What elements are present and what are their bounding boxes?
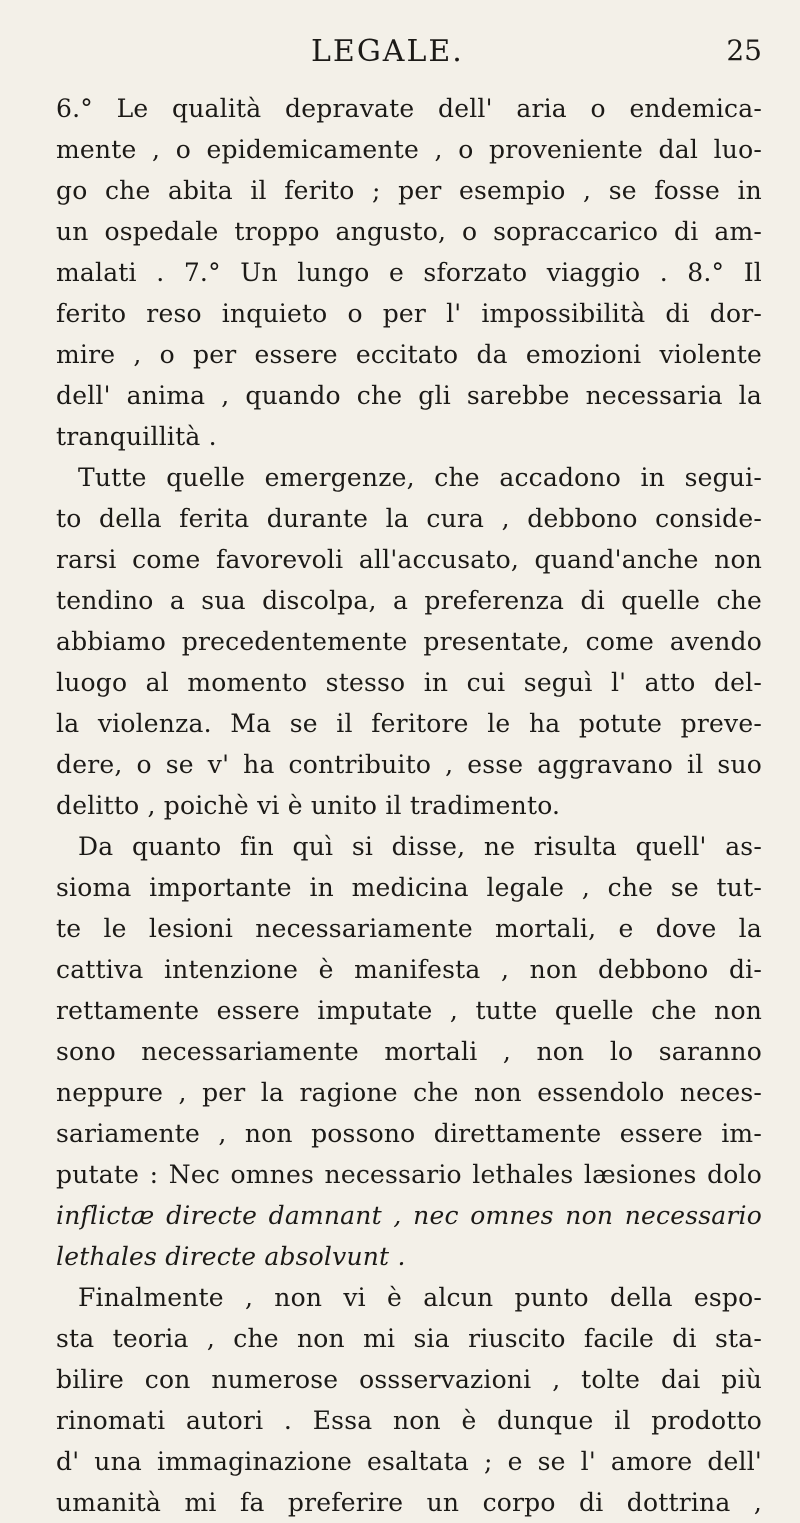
text-line: to della ferita durante la cura , debbono conside-	[56, 504, 762, 533]
text-line: malati . 7.° Un lungo e sforzato viaggio . 8.° Il	[56, 258, 762, 287]
text-line: lethales directe absolvunt .	[56, 1242, 406, 1271]
text-line: tendino a sua discolpa, a preferenza di quelle che	[56, 586, 762, 615]
page-header	[56, 34, 762, 74]
text-line: Finalmente , non vi è alcun punto della espo-	[78, 1283, 762, 1312]
text-line: mente , o epidemicamente , o proveniente dal luo-	[56, 135, 762, 164]
text-line: bilire con numerose ossservazioni , tolte dai più	[56, 1365, 762, 1394]
text-line: rettamente essere imputate , tutte quelle che non	[56, 996, 762, 1025]
text-line: umanità mi fa preferire un corpo di dottrina ,	[56, 1488, 762, 1517]
text-line: mire , o per essere eccitato da emozioni violente	[56, 340, 762, 369]
text-line: luogo al momento stesso in cui seguì l' atto del-	[56, 668, 762, 697]
text-line: 6.° Le qualità depravate dell' aria o endemica-	[56, 94, 762, 123]
text-line: dell' anima , quando che gli sarebbe necessaria la	[56, 381, 762, 410]
text-line: go che abita il ferito ; per esempio , se fosse in	[56, 176, 762, 205]
text-line: sariamente , non possono direttamente essere im-	[56, 1119, 762, 1148]
text-line: te le lesioni necessariamente mortali, e dove la	[56, 914, 762, 943]
text-line: ferito reso inquieto o per l' impossibilità di dor-	[56, 299, 762, 328]
text-line: sioma importante in medicina legale , che se tut-	[56, 873, 762, 902]
text-line: sta teoria , che non mi sia riuscito facile di sta-	[56, 1324, 762, 1353]
text-line: tranquillità .	[56, 422, 217, 451]
text-line: un ospedale troppo angusto, o sopraccarico di am-	[56, 217, 762, 246]
text-line: Tutte quelle emergenze, che accadono in segui-	[78, 463, 762, 492]
text-line: delitto , poichè vi è unito il tradimento.	[56, 791, 561, 820]
text-line: putate : Nec omnes necessario lethales læsiones dolo	[56, 1160, 762, 1189]
text-line: sono necessariamente mortali , non lo saranno	[56, 1037, 762, 1066]
running-title: LEGALE.	[311, 34, 464, 69]
text-line: la violenza. Ma se il feritore le ha potute preve-	[56, 709, 762, 738]
text-line: d' una immaginazione esaltata ; e se l' amore dell'	[56, 1447, 762, 1476]
text-line: rinomati autori . Essa non è dunque il prodotto	[56, 1406, 762, 1435]
text-line: inflictæ directe damnant , nec omnes non necessario	[56, 1201, 762, 1230]
text-line: dere, o se v' ha contribuito , esse aggravano il suo	[56, 750, 762, 779]
text-line: cattiva intenzione è manifesta , non debbono di-	[56, 955, 762, 984]
body-text	[56, 88, 762, 1523]
text-line: rarsi come favorevoli all'accusato, quand'anche non	[56, 545, 762, 574]
page-number: 25	[726, 34, 762, 67]
text-line: abbiamo precedentemente presentate, come avendo	[56, 627, 762, 656]
text-line: Da quanto fin quì si disse, ne risulta quell' as-	[78, 832, 762, 861]
text-line: neppure , per la ragione che non essendolo neces-	[56, 1078, 762, 1107]
